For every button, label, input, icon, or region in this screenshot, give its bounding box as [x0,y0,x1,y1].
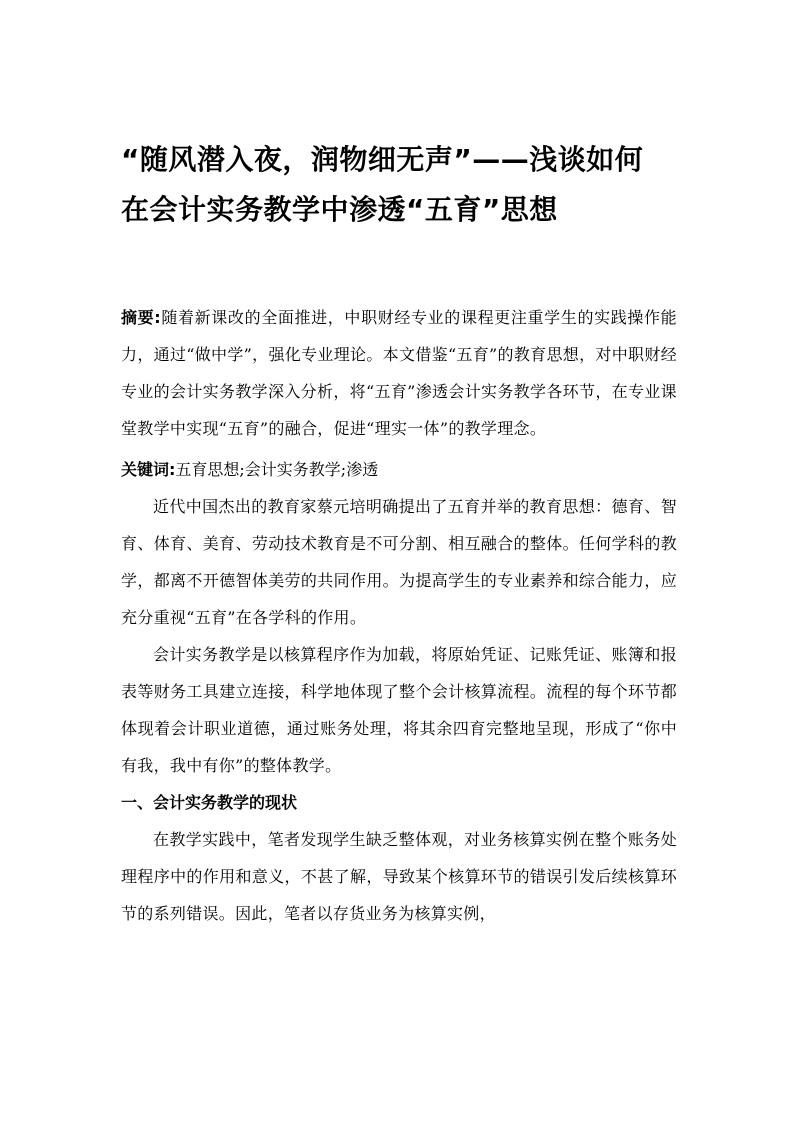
abstract-label: 摘要: [121,308,161,327]
body-paragraph: 会计实务教学是以核算程序作为加载，将原始凭证、记账凭证、账簿和报表等财务工具建立连接，科学地体现了整个会计核算流程。流程的每个环节都体现着会计职业道德，通过账务处理，将其余四育完整地呈现，形成了“你中有我，我中有你”的整体教学。 [121,645,677,775]
document-title [121,135,677,235]
title-line-2: 在会计实务教学中渗透“五育”思想 [121,193,558,226]
body-paragraph: 在教学实践中，笔者发现学生缺乏整体观，对业务核算实例在整个账务处理程序中的作用和意义，不甚了解，导致某个核算环节的错误引发后续核算环节的系列错误。因此，笔者以存货业务为核算实例， [121,830,677,923]
section-heading: 一、会计实务教学的现状 [121,793,298,812]
abstract [121,299,677,447]
keywords-label: 关键词: [121,460,176,479]
keywords [121,451,677,488]
keywords-text: 五育思想;会计实务教学;渗透 [175,460,379,479]
abstract-text: 随着新课改的全面推进，中职财经专业的课程更注重学生的实践操作能力，通过“做中学”，强化专业理论。本文借鉴“五育”的教育思想，对中职财经专业的会计实务教学深入分析，将“五育”渗透会计实务教学各环节，在专业课堂教学中实现“五育”的融合，促进“理实一体”的教学理念。 [121,308,677,438]
document-page [121,135,677,932]
title-line-1: “随风潜入夜，润物细无声”——浅谈如何 [121,143,644,176]
body-paragraph: 近代中国杰出的教育家蔡元培明确提出了五育并举的教育思想：德育、智育、体育、美育、劳动技术教育是不可分割、相互融合的整体。任何学科的教学，都离不开德智体美劳的共同作用。为提高学生的专业素养和综合能力，应充分重视“五育”在各学科的作用。 [121,497,677,627]
